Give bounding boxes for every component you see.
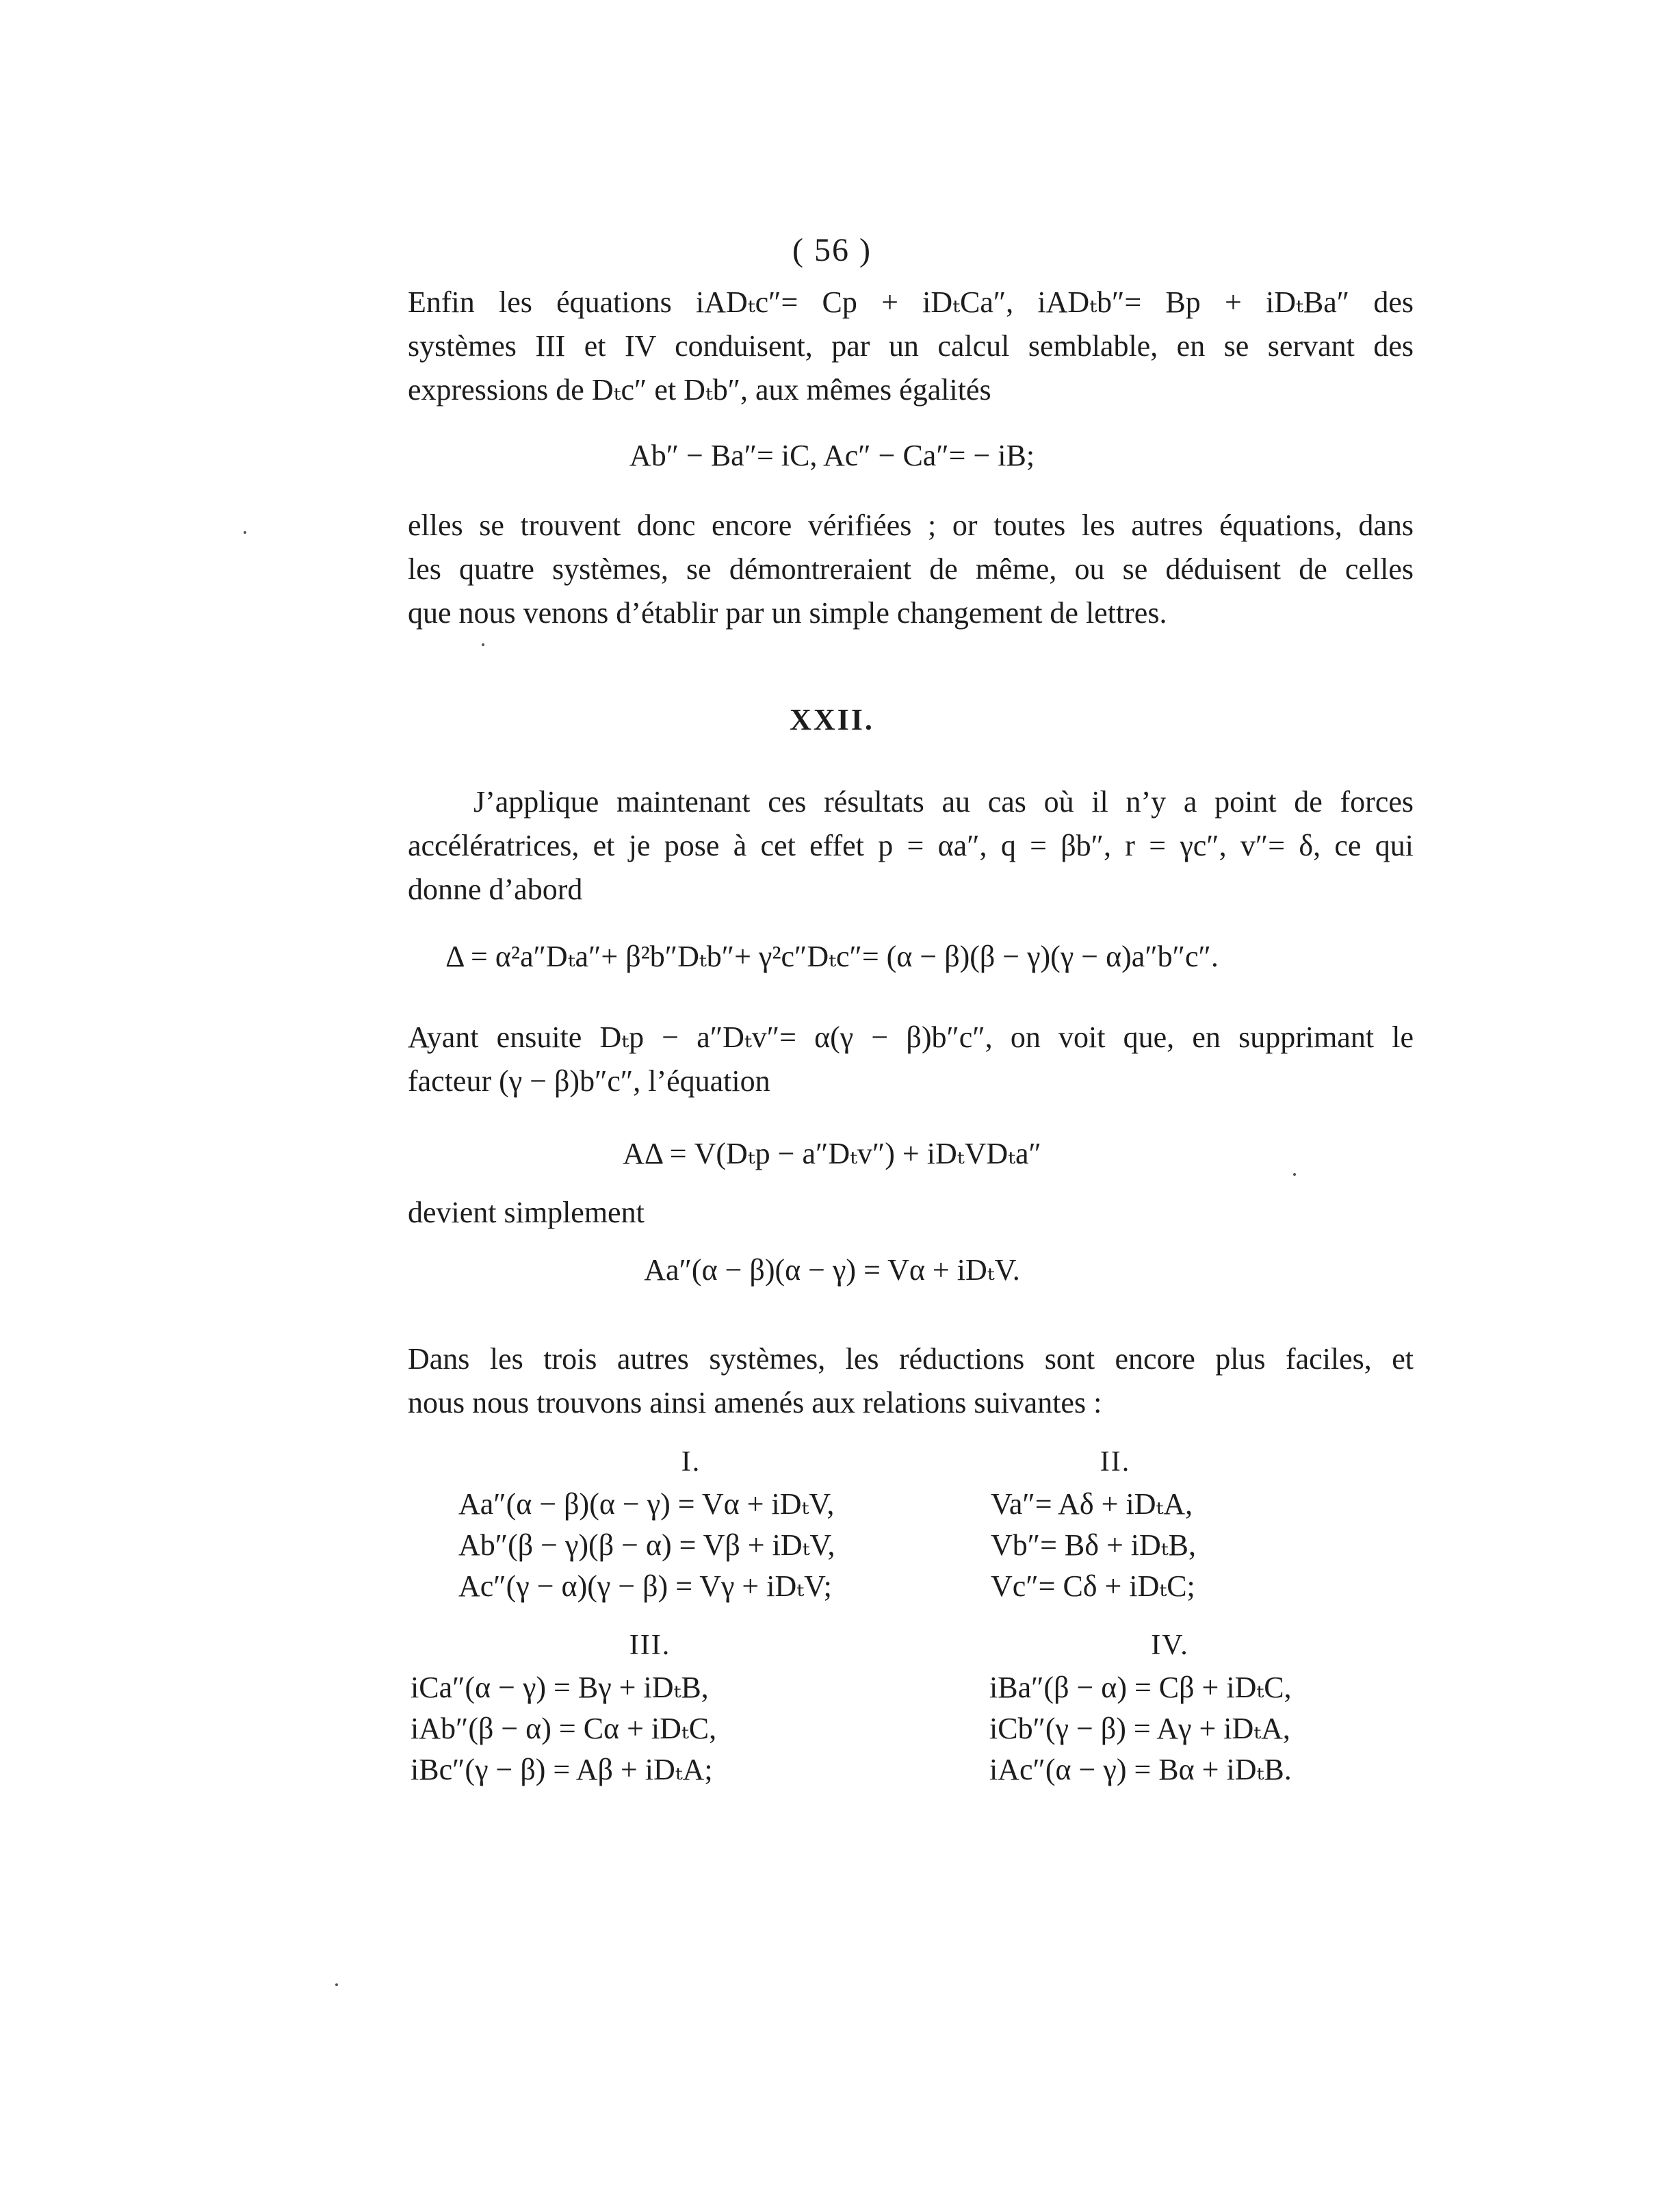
paragraph-line: que nous venons d’établir par un simple changement de lettres. <box>408 596 1167 630</box>
paragraph-line: Enfin les équations iADₜc″= Cp + iDₜCa″, iADₜb″= Bp + iDₜBa″ des <box>408 285 1414 319</box>
system-II-eq-1: Va″= Aδ + iDₜA, <box>991 1487 1193 1521</box>
paragraph-3 <box>408 780 1414 912</box>
system-III-eq-1: iCa″(α − γ) = Bγ + iDₜB, <box>411 1671 709 1704</box>
section-title: XXII. <box>790 703 874 736</box>
system-I-eq-2: Ab″(β − γ)(β − α) = Vβ + iDₜV, <box>458 1528 835 1562</box>
scan-speck <box>1293 1173 1296 1176</box>
paragraph-line: facteur (γ − β)b″c″, l’équation <box>408 1064 770 1098</box>
scan-speck <box>335 1983 338 1986</box>
scan-speck <box>244 531 246 534</box>
paragraph-5 <box>408 1191 1414 1235</box>
paragraph-2 <box>408 504 1414 635</box>
system-I-eq-1: Aa″(α − β)(α − γ) = Vα + iDₜV, <box>458 1487 835 1521</box>
paragraph-line: J’applique maintenant ces résultats au cas où il n’y a point de forces <box>473 785 1414 819</box>
system-IV-eq-3: iAc″(α − γ) = Bα + iDₜB. <box>989 1753 1292 1786</box>
paragraph-6 <box>408 1337 1414 1425</box>
paragraph-line: nous nous trouvons ainsi amenés aux relations suivantes : <box>408 1386 1102 1419</box>
paragraph-line: elles se trouvent donc encore vérifiées ; or toutes les autres équations, dans <box>408 509 1414 542</box>
equation-4: Aa″(α − β)(α − γ) = Vα + iDₜV. <box>644 1253 1020 1287</box>
paragraph-line: expressions de Dₜc″ et Dₜb″, aux mêmes égalités <box>408 373 991 407</box>
page-number: ( 56 ) <box>792 232 872 268</box>
paragraph-line: donne d’abord <box>408 873 583 906</box>
paragraph-line: Dans les trois autres systèmes, les réductions sont encore plus faciles, et <box>408 1342 1414 1376</box>
equation-1: Ab″ − Ba″= iC, Ac″ − Ca″= − iB; <box>629 439 1035 472</box>
equation-2: Δ = α²a″Dₜa″+ β²b″Dₜb″+ γ²c″Dₜc″= (α − β)(β − γ)(γ − α)a″b″c″. <box>445 940 1219 973</box>
paragraph-line: systèmes III et IV conduisent, par un calcul semblable, en se servant des <box>408 329 1414 363</box>
system-III-eq-2: iAb″(β − α) = Cα + iDₜC, <box>411 1712 717 1745</box>
system-I-eq-3: Ac″(γ − α)(γ − β) = Vγ + iDₜV; <box>458 1569 832 1603</box>
system-IV-title: IV. <box>1151 1630 1189 1661</box>
system-III-eq-3: iBc″(γ − β) = Aβ + iDₜA; <box>411 1753 713 1786</box>
system-II-title: II. <box>1100 1446 1131 1478</box>
system-IV-eq-2: iCb″(γ − β) = Aγ + iDₜA, <box>989 1712 1290 1745</box>
paragraph-4 <box>408 1016 1414 1103</box>
system-I-title: I. <box>681 1446 701 1478</box>
equation-3: AΔ = V(Dₜp − a″Dₜv″) + iDₜVDₜa″ <box>623 1137 1041 1170</box>
system-II-eq-2: Vb″= Bδ + iDₜB, <box>991 1528 1197 1562</box>
paragraph-1 <box>408 281 1414 412</box>
system-IV-eq-1: iBa″(β − α) = Cβ + iDₜC, <box>989 1671 1292 1704</box>
system-II-eq-3: Vc″= Cδ + iDₜC; <box>991 1569 1195 1603</box>
paragraph-line: Ayant ensuite Dₜp − a″Dₜv″= α(γ − β)b″c″, on voit que, en supprimant le <box>408 1020 1414 1054</box>
paragraph-line: les quatre systèmes, se démontreraient de même, ou se déduisent de celles <box>408 552 1414 586</box>
paragraph-line: devient simplement <box>408 1196 645 1229</box>
scan-speck <box>482 643 484 646</box>
system-III-title: III. <box>629 1630 671 1661</box>
paragraph-line: accélératrices, et je pose à cet effet p = αa″, q = βb″, r = γc″, v″= δ, ce qui <box>408 829 1414 862</box>
